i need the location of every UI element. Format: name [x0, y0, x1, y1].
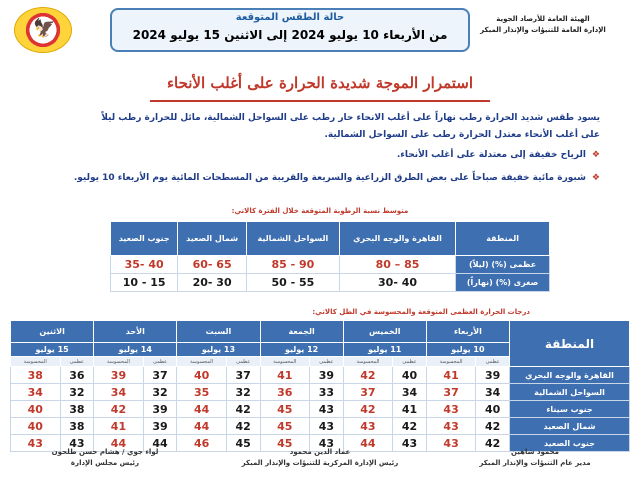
- felt-temp-cell: 41: [426, 367, 475, 384]
- felt-temp-cell: 37: [343, 384, 392, 401]
- humidity-header: المنطقة: [456, 222, 550, 256]
- humidity-cell: 20- 30: [178, 274, 247, 292]
- temperature-table: [10, 320, 630, 452]
- felt-temp-cell: 41: [94, 418, 143, 435]
- temperature-day-row: [11, 321, 630, 343]
- temperature-row: [11, 418, 630, 435]
- summary-line-2: على أغلب الأنحاء معتدل الحرارة رطب على السواحل الشمالية.: [324, 130, 600, 141]
- max-temp-cell: 32: [60, 384, 94, 401]
- row-label: صغرى (%) (نهاراً): [456, 274, 550, 292]
- temperature-caption: درجات الحرارة العظمى المتوقعة والمحسوسة في الظل كالاتي:: [312, 308, 530, 316]
- sub-header-felt: المحسوسة: [177, 357, 226, 367]
- region-label: جنوب سيناء: [510, 401, 630, 418]
- humidity-row-max: [111, 256, 550, 274]
- max-temp-cell: 40: [393, 367, 427, 384]
- humidity-caption: متوسط نسبة الرطوبة المتوقعة خلال الفترة كالاتي:: [231, 207, 409, 215]
- sub-header-max: عظمى: [143, 357, 177, 367]
- felt-temp-cell: 43: [343, 418, 392, 435]
- max-temp-cell: 39: [143, 401, 177, 418]
- felt-temp-cell: 43: [426, 401, 475, 418]
- region-label: جنوب الصعيد: [510, 435, 630, 452]
- report-title: حالة الطقس المتوقعة: [235, 12, 345, 23]
- headline: استمرار الموجة شديدة الحرارة على أغلب الأنحاء: [150, 74, 490, 102]
- report-period: من الأربعاء 10 يوليو 2024 إلى الاثنين 15 يوليو 2024: [132, 28, 448, 42]
- humidity-row-min: [111, 274, 550, 292]
- date-header: 14 يوليو: [94, 343, 177, 357]
- sub-header-felt: المحسوسة: [11, 357, 61, 367]
- signature-role: مدير عام التنبؤات والإنذار المبكر: [479, 458, 591, 467]
- sub-header-felt: المحسوسة: [260, 357, 309, 367]
- date-header: 13 يوليو: [177, 343, 260, 357]
- bullet-mark-icon: ❖: [591, 150, 600, 160]
- felt-temp-cell: 37: [426, 384, 475, 401]
- max-temp-cell: 42: [226, 401, 260, 418]
- felt-temp-cell: 40: [11, 401, 61, 418]
- humidity-header-row: [111, 222, 550, 256]
- sub-header-felt: المحسوسة: [94, 357, 143, 367]
- temperature-row: [11, 401, 630, 418]
- max-temp-cell: 42: [476, 435, 510, 452]
- signature-name: لواء جوي / هشام حسن طلحون: [51, 448, 159, 456]
- day-header: الأحد: [94, 321, 177, 343]
- humidity-cell: 50 - 55: [246, 274, 339, 292]
- max-temp-cell: 36: [60, 367, 94, 384]
- humidity-header: جنوب الصعيد: [111, 222, 178, 256]
- felt-temp-cell: 44: [177, 401, 226, 418]
- max-temp-cell: 43: [393, 435, 427, 452]
- sub-header-felt: المحسوسة: [343, 357, 392, 367]
- felt-temp-cell: 43: [11, 435, 61, 452]
- humidity-cell: 35- 40: [111, 256, 178, 274]
- bullet-mark-icon: ❖: [591, 173, 600, 183]
- max-temp-cell: 32: [143, 384, 177, 401]
- bullet-wind: [40, 150, 600, 160]
- humidity-header: القاهرة والوجه البحري: [339, 222, 455, 256]
- humidity-cell: 85 - 90: [246, 256, 339, 274]
- felt-temp-cell: 36: [260, 384, 309, 401]
- max-temp-cell: 43: [310, 418, 344, 435]
- bullet-text: شبورة مائية خفيفة صباحاً على بعض الطرق الزراعية والسريعة والقريبة من المسطحات المائية يوم الأربعاء 10 يوليو.: [73, 173, 586, 183]
- felt-temp-cell: 43: [426, 435, 475, 452]
- max-temp-cell: 43: [60, 435, 94, 452]
- day-header: الأربعاء: [426, 321, 509, 343]
- felt-temp-cell: 45: [260, 418, 309, 435]
- sub-header-felt: المحسوسة: [426, 357, 475, 367]
- temperature-row: [11, 384, 630, 401]
- region-label: السواحل الشمالية: [510, 384, 630, 401]
- eagle-icon: 🦅: [33, 18, 56, 39]
- felt-temp-cell: 34: [11, 384, 61, 401]
- date-header: 12 يوليو: [260, 343, 343, 357]
- max-temp-cell: 39: [476, 367, 510, 384]
- day-header: الجمعة: [260, 321, 343, 343]
- organization-name: [458, 14, 628, 35]
- max-temp-cell: 38: [60, 401, 94, 418]
- temperature-row: [11, 367, 630, 384]
- max-temp-cell: 42: [393, 418, 427, 435]
- bullet-text: الرياح خفيفة إلى معتدلة على أغلب الأنحاء.: [396, 150, 586, 160]
- title-box: [110, 8, 470, 52]
- weather-summary: [40, 110, 600, 144]
- day-header: الخميس: [343, 321, 426, 343]
- felt-temp-cell: 45: [260, 401, 309, 418]
- humidity-header: السواحل الشمالية: [246, 222, 339, 256]
- day-header: السبت: [177, 321, 260, 343]
- row-label: عظمى (%) (ليلاً): [456, 256, 550, 274]
- humidity-cell: 10 - 15: [111, 274, 178, 292]
- sub-header-max: عظمى: [476, 357, 510, 367]
- signature-central-director: [225, 447, 415, 468]
- max-temp-cell: 42: [476, 418, 510, 435]
- felt-temp-cell: 43: [426, 418, 475, 435]
- org-line-1: الهيئة العامة للأرصاد الجوية: [496, 15, 590, 23]
- date-header: 11 يوليو: [343, 343, 426, 357]
- felt-temp-cell: 40: [177, 367, 226, 384]
- felt-temp-cell: 44: [94, 435, 143, 452]
- humidity-cell: 30- 40: [339, 274, 455, 292]
- region-label: القاهرة والوجه البحري: [510, 367, 630, 384]
- max-temp-cell: 34: [393, 384, 427, 401]
- felt-temp-cell: 42: [94, 401, 143, 418]
- humidity-table: [110, 221, 550, 292]
- max-temp-cell: 44: [143, 435, 177, 452]
- date-header: 15 يوليو: [11, 343, 94, 357]
- sub-header-max: عظمى: [393, 357, 427, 367]
- max-temp-cell: 37: [143, 367, 177, 384]
- felt-temp-cell: 44: [343, 435, 392, 452]
- humidity-cell: 80 – 85: [339, 256, 455, 274]
- sub-header-max: عظمى: [310, 357, 344, 367]
- signature-name: محمود شاهين: [510, 448, 559, 456]
- felt-temp-cell: 39: [94, 367, 143, 384]
- signature-forecast-director: [440, 447, 630, 468]
- max-temp-cell: 39: [143, 418, 177, 435]
- felt-temp-cell: 40: [11, 418, 61, 435]
- max-temp-cell: 39: [310, 367, 344, 384]
- max-temp-cell: 41: [393, 401, 427, 418]
- signature-role: رئيس مجلس الإدارة: [70, 458, 140, 467]
- felt-temp-cell: 42: [343, 367, 392, 384]
- felt-temp-cell: 46: [177, 435, 226, 452]
- org-line-2: الإدارة العامة للتنبؤات والإنذار المبكر: [480, 25, 606, 34]
- max-temp-cell: 34: [476, 384, 510, 401]
- max-temp-cell: 32: [226, 384, 260, 401]
- felt-temp-cell: 35: [177, 384, 226, 401]
- summary-line-1: يسود طقس شديد الحرارة رطب نهاراً على أغلب الانحاء حار رطب على السواحل الشمالية، مائل للحرارة رطب ليلاً: [101, 113, 600, 123]
- signature-name: عماد الدين محمود: [289, 448, 351, 456]
- region-header: المنطقة: [510, 321, 630, 367]
- humidity-header: شمال الصعيد: [178, 222, 247, 256]
- max-temp-cell: 37: [226, 367, 260, 384]
- bullet-fog: [40, 173, 600, 183]
- max-temp-cell: 33: [310, 384, 344, 401]
- signature-chairman: [10, 447, 200, 468]
- humidity-cell: 60- 65: [178, 256, 247, 274]
- region-label: شمال الصعيد: [510, 418, 630, 435]
- felt-temp-cell: 45: [260, 435, 309, 452]
- felt-temp-cell: 42: [343, 401, 392, 418]
- felt-temp-cell: 34: [94, 384, 143, 401]
- max-temp-cell: 45: [226, 435, 260, 452]
- max-temp-cell: 42: [226, 418, 260, 435]
- day-header: الاثنين: [11, 321, 94, 343]
- sub-header-max: عظمى: [60, 357, 94, 367]
- date-header: 10 يوليو: [426, 343, 509, 357]
- sub-header-max: عظمى: [226, 357, 260, 367]
- felt-temp-cell: 44: [177, 418, 226, 435]
- max-temp-cell: 43: [310, 435, 344, 452]
- signature-role: رئيس الإدارة المركزية للتنبؤات والإنذار المبكر: [241, 458, 399, 467]
- felt-temp-cell: 41: [260, 367, 309, 384]
- max-temp-cell: 43: [310, 401, 344, 418]
- max-temp-cell: 40: [476, 401, 510, 418]
- felt-temp-cell: 38: [11, 367, 61, 384]
- max-temp-cell: 38: [60, 418, 94, 435]
